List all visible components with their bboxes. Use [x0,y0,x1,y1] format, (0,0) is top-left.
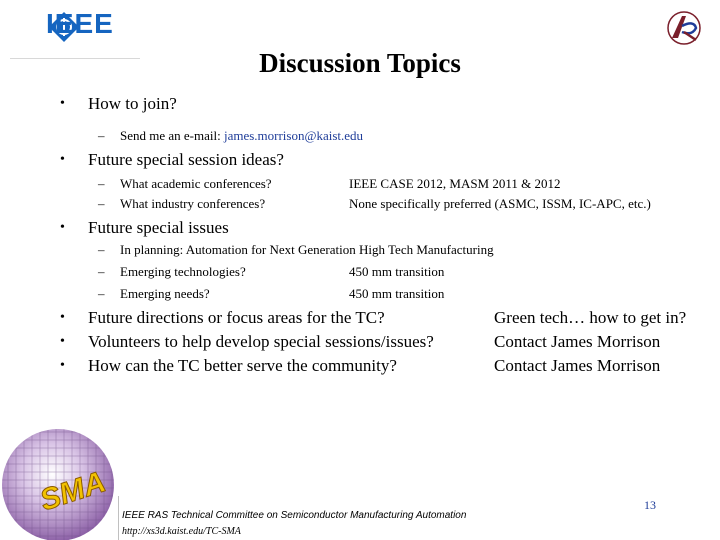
dash-marker: – [98,196,105,211]
bullet-dot: • [60,310,65,325]
ieee-wordmark: IEEE [46,8,114,39]
sub-bullet-question: What academic conferences? [120,176,272,191]
dash-marker: – [98,264,105,279]
page-number: 13 [644,498,656,512]
email-link[interactable]: james.morrison@kaist.edu [223,128,364,143]
sub-bullet-email [120,128,363,144]
bullet-dot: • [60,358,65,373]
bullet-dot: • [60,96,65,111]
bullet-dot: • [60,152,65,167]
sub-bullet-text: Emerging technologies? [120,264,246,279]
sub-bullet-answer: 450 mm transition [349,286,445,301]
page-title: Discussion Topics [259,48,461,78]
sub-bullet-text: Emerging needs? [120,286,210,301]
bullet-dot: • [60,220,65,235]
sub-bullet-answer: None specifically preferred (ASMC, ISSM, IC-APC, etc.) [349,196,651,211]
footer-url-link[interactable]: http://xs3d.kaist.edu/TC-SMA [122,526,241,537]
bullet-answer: Contact James Morrison [494,332,661,351]
dash-marker: – [98,242,105,257]
footer-divider [118,496,119,540]
bullet-label: How to join? [88,94,177,113]
bullet-dot: • [60,334,65,349]
bullet-question: How can the TC better serve the community? [88,356,397,375]
email-prefix: Send me an e-mail: [120,128,224,143]
footer-committee: IEEE RAS Technical Committee on Semiconductor Manufacturing Automation [122,510,467,521]
dash-marker: – [98,176,105,191]
sma-logo-text: SMA [36,465,110,518]
dash-marker: – [98,286,105,301]
sub-bullet-answer: IEEE CASE 2012, MASM 2011 & 2012 [349,176,561,191]
sub-bullet-text: In planning: Automation for Next Generation High Tech Manufacturing [120,242,494,257]
silicon-wafer-icon [0,400,120,540]
bullet-question: Future directions or focus areas for the TC? [88,308,385,327]
bullet-label: Future special session ideas? [88,150,284,169]
bullet-question: Volunteers to help develop special sessions/issues? [88,332,434,351]
bullet-label: Future special issues [88,218,229,237]
bullet-answer: Green tech… how to get in? [494,308,687,327]
sub-bullet-question: What industry conferences? [120,196,266,211]
ieee-ras-robot-logo-icon [664,10,704,46]
sub-bullet-answer: 450 mm transition [349,264,445,279]
dash-marker: – [98,128,105,143]
bullet-answer: Contact James Morrison [494,356,661,375]
